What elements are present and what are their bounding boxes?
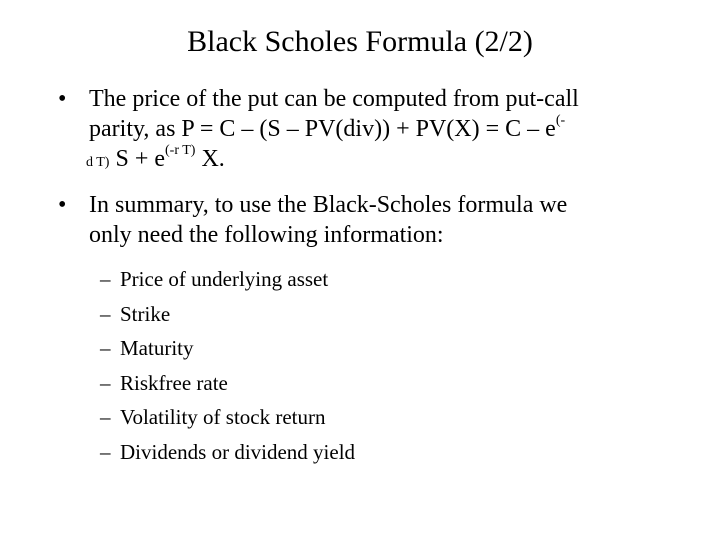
exponent-part-1: (- xyxy=(555,113,566,128)
put-parity-formula: parity, as P = C – (S – PV(div)) + PV(X) = C – e xyxy=(89,116,556,142)
bullet-put-parity-line-1: The price of the put can be computed from put-call xyxy=(89,86,579,112)
bullet-marker: • xyxy=(58,86,67,112)
bullet-put-parity-line-3 xyxy=(86,144,695,178)
bullet-marker: • xyxy=(58,192,67,218)
dash-marker: – xyxy=(100,370,111,395)
list-item xyxy=(100,435,600,470)
formula-middle: S + e xyxy=(109,146,166,172)
list-item-label: Strike xyxy=(120,301,171,326)
sub-bullet-list xyxy=(100,262,600,470)
dash-marker: – xyxy=(100,439,111,464)
list-item xyxy=(100,331,600,366)
list-item-label: Volatility of stock return xyxy=(120,405,326,430)
slide-title: Black Scholes Formula (2/2) xyxy=(187,25,533,58)
exponent-rt: (-r T) xyxy=(165,143,196,158)
bullet-summary-line-1: In summary, to use the Black-Scholes formula we xyxy=(89,192,568,218)
exponent-part-2: d T) xyxy=(86,155,110,170)
bullet-summary xyxy=(58,190,698,250)
list-item xyxy=(100,366,600,401)
list-item xyxy=(100,262,600,297)
dash-marker: – xyxy=(100,301,111,326)
list-item xyxy=(100,400,600,435)
dash-marker: – xyxy=(100,336,111,361)
bullet-put-parity-line-2 xyxy=(89,114,698,144)
formula-end: X. xyxy=(195,146,225,172)
bullet-list xyxy=(58,84,698,262)
bullet-summary-line-2: only need the following information: xyxy=(89,222,444,248)
dash-marker: – xyxy=(100,267,111,291)
dash-marker: – xyxy=(100,405,111,430)
list-item-label: Dividends or dividend yield xyxy=(120,439,356,464)
list-item-label: Riskfree rate xyxy=(120,370,228,395)
list-item xyxy=(100,297,600,332)
list-item-label: Price of underlying asset xyxy=(120,267,329,291)
bullet-put-parity xyxy=(58,84,698,178)
list-item-label: Maturity xyxy=(120,336,194,361)
